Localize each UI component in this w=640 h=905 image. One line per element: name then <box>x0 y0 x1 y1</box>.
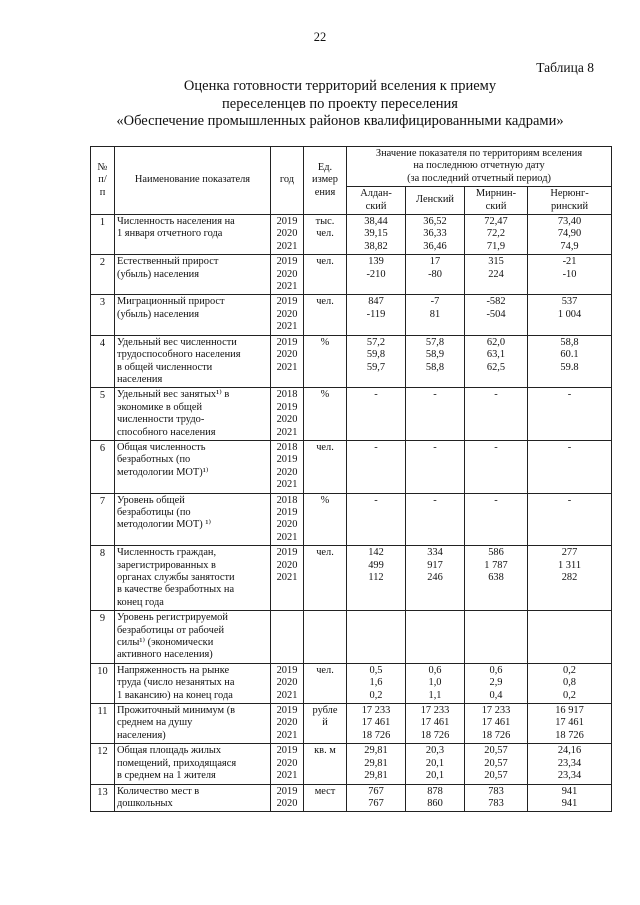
table-row <box>91 335 612 388</box>
row-value-mirny: 20,57 20,57 20,57 <box>465 744 528 784</box>
row-years <box>271 611 304 664</box>
row-num: 6 <box>91 440 115 493</box>
row-value-aldan: 17 233 17 461 18 726 <box>347 704 406 744</box>
row-value-mirny: 17 233 17 461 18 726 <box>465 704 528 744</box>
row-num: 12 <box>91 744 115 784</box>
row-value-neryungri: 537 1 004 <box>528 295 612 335</box>
row-value-lensk: 878 860 <box>406 784 465 812</box>
row-years: 2019 2020 2021 <box>271 546 304 611</box>
row-value-mirny: 62,0 63,1 62,5 <box>465 335 528 388</box>
row-value-aldan: 847 -119 <box>347 295 406 335</box>
row-unit: мест <box>304 784 347 812</box>
table-row <box>91 215 612 255</box>
row-name: Количество мест в дошкольных <box>115 784 271 812</box>
row-value-aldan: - <box>347 388 406 441</box>
row-value-lensk: 0,6 1,0 1,1 <box>406 663 465 703</box>
row-unit <box>304 611 347 664</box>
row-name: Численность населения на 1 января отчетного года <box>115 215 271 255</box>
table-row <box>91 493 612 546</box>
row-unit: % <box>304 388 347 441</box>
table-body <box>91 215 612 812</box>
row-value-aldan: 142 499 112 <box>347 546 406 611</box>
row-value-lensk: - <box>406 388 465 441</box>
row-num: 7 <box>91 493 115 546</box>
row-value-neryungri: 16 917 17 461 18 726 <box>528 704 612 744</box>
row-name: Напряженность на рынке труда (число незанятых на 1 вакансию) на конец года <box>115 663 271 703</box>
table-row <box>91 546 612 611</box>
row-value-mirny: - <box>465 388 528 441</box>
row-name: Удельный вес занятых¹⁾ в экономике в общей численности трудо- способного населения <box>115 388 271 441</box>
page-number: 22 <box>313 30 327 44</box>
row-value-mirny: 72,47 72,2 71,9 <box>465 215 528 255</box>
row-value-lensk <box>406 611 465 664</box>
table-row <box>91 255 612 295</box>
row-years: 2018 2019 2020 2021 <box>271 493 304 546</box>
row-num: 13 <box>91 784 115 812</box>
row-years: 2018 2019 2020 2021 <box>271 440 304 493</box>
row-years: 2018 2019 2020 2021 <box>271 388 304 441</box>
row-unit: кв. м <box>304 744 347 784</box>
row-years: 2019 2020 2021 <box>271 663 304 703</box>
row-value-aldan: 0,5 1,6 0,2 <box>347 663 406 703</box>
row-value-mirny: - <box>465 440 528 493</box>
row-unit: чел. <box>304 255 347 295</box>
row-value-lensk: 334 917 246 <box>406 546 465 611</box>
row-name: Прожиточный минимум (в среднем на душу населения) <box>115 704 271 744</box>
row-num: 1 <box>91 215 115 255</box>
header-mirny: Мирнин- ский <box>465 187 528 215</box>
row-value-mirny: 0,6 2,9 0,4 <box>465 663 528 703</box>
row-num: 8 <box>91 546 115 611</box>
row-name: Общая численность безработных (по методологии МОТ)¹⁾ <box>115 440 271 493</box>
row-value-lensk: - <box>406 440 465 493</box>
row-value-lensk: -7 81 <box>406 295 465 335</box>
row-value-mirny: 315 224 <box>465 255 528 295</box>
row-num: 10 <box>91 663 115 703</box>
row-years: 2019 2020 2021 <box>271 704 304 744</box>
row-years: 2019 2020 <box>271 784 304 812</box>
row-value-neryungri <box>528 611 612 664</box>
row-unit: чел. <box>304 295 347 335</box>
table-row <box>91 704 612 744</box>
row-num: 2 <box>91 255 115 295</box>
table-label: Таблица 8 <box>536 60 594 75</box>
row-value-mirny: - <box>465 493 528 546</box>
row-value-mirny: 783 783 <box>465 784 528 812</box>
row-value-lensk: - <box>406 493 465 546</box>
table-row <box>91 440 612 493</box>
row-unit: % <box>304 493 347 546</box>
row-years: 2019 2020 2021 <box>271 744 304 784</box>
row-name: Общая площадь жилых помещений, приходящаяся в среднем на 1 жителя <box>115 744 271 784</box>
row-unit: чел. <box>304 546 347 611</box>
row-value-aldan: - <box>347 493 406 546</box>
row-value-neryungri: - <box>528 388 612 441</box>
header-neryungri: Нерюнг- ринский <box>528 187 612 215</box>
row-name: Уровень регистрируемой безработицы от рабочей силы¹⁾ (экономически активного населения) <box>115 611 271 664</box>
header-name: Наименование показателя <box>115 147 271 215</box>
row-years: 2019 2020 2021 <box>271 335 304 388</box>
row-name: Удельный вес численности трудоспособного населения в общей численности населения <box>115 335 271 388</box>
table-row <box>91 744 612 784</box>
row-value-neryungri: - <box>528 493 612 546</box>
row-num: 11 <box>91 704 115 744</box>
row-value-aldan <box>347 611 406 664</box>
readiness-table <box>90 146 612 812</box>
row-num: 3 <box>91 295 115 335</box>
row-unit: % <box>304 335 347 388</box>
row-name: Уровень общей безработицы (по методологии МОТ) ¹⁾ <box>115 493 271 546</box>
row-value-aldan: 139 -210 <box>347 255 406 295</box>
row-unit: тыс. чел. <box>304 215 347 255</box>
row-value-neryungri: 277 1 311 282 <box>528 546 612 611</box>
table-row <box>91 295 612 335</box>
row-value-lensk: 17 233 17 461 18 726 <box>406 704 465 744</box>
row-num: 4 <box>91 335 115 388</box>
row-name: Численность граждан, зарегистрированных в органах службы занятости в качестве безработных на конец года <box>115 546 271 611</box>
row-unit: рубле й <box>304 704 347 744</box>
row-value-neryungri: 24,16 23,34 23,34 <box>528 744 612 784</box>
row-value-lensk: 57,8 58,9 58,8 <box>406 335 465 388</box>
row-value-aldan: 767 767 <box>347 784 406 812</box>
header-aldan: Алдан- ский <box>347 187 406 215</box>
row-value-neryungri: 73,40 74,90 74,9 <box>528 215 612 255</box>
row-name: Естественный прирост (убыль) населения <box>115 255 271 295</box>
row-value-neryungri: -21 -10 <box>528 255 612 295</box>
row-value-mirny <box>465 611 528 664</box>
document-title: Оценка готовности территорий вселения к приему переселенцев по проекту переселения «Обеспечение промышленных районов квалифицированными кадрами» <box>116 78 564 129</box>
row-value-aldan: 38,44 39,15 38,82 <box>347 215 406 255</box>
header-lensk: Ленский <box>406 187 465 215</box>
header-year: год <box>271 147 304 215</box>
row-unit: чел. <box>304 663 347 703</box>
table-row <box>91 663 612 703</box>
header-num: № п/ п <box>91 147 115 215</box>
row-value-aldan: 57,2 59,8 59,7 <box>347 335 406 388</box>
row-value-aldan: 29,81 29,81 29,81 <box>347 744 406 784</box>
row-value-lensk: 36,52 36,33 36,46 <box>406 215 465 255</box>
table-row <box>91 784 612 812</box>
row-value-aldan: - <box>347 440 406 493</box>
row-unit: чел. <box>304 440 347 493</box>
row-years: 2019 2020 2021 <box>271 215 304 255</box>
row-num: 9 <box>91 611 115 664</box>
row-value-mirny: -582 -504 <box>465 295 528 335</box>
row-value-lensk: 17 -80 <box>406 255 465 295</box>
row-value-neryungri: 941 941 <box>528 784 612 812</box>
row-num: 5 <box>91 388 115 441</box>
row-value-neryungri: - <box>528 440 612 493</box>
row-years: 2019 2020 2021 <box>271 255 304 295</box>
row-value-lensk: 20,3 20,1 20,1 <box>406 744 465 784</box>
row-value-neryungri: 0,2 0,8 0,2 <box>528 663 612 703</box>
table-row <box>91 388 612 441</box>
table-row <box>91 611 612 664</box>
row-name: Миграционный прирост (убыль) населения <box>115 295 271 335</box>
row-value-mirny: 586 1 787 638 <box>465 546 528 611</box>
header-territories: Значение показателя по территориям вселения на последнюю отчетную дату (за последний отчетный период) <box>347 147 612 187</box>
row-value-neryungri: 58,8 60.1 59.8 <box>528 335 612 388</box>
header-unit: Ед. измер ения <box>304 147 347 215</box>
row-years: 2019 2020 2021 <box>271 295 304 335</box>
